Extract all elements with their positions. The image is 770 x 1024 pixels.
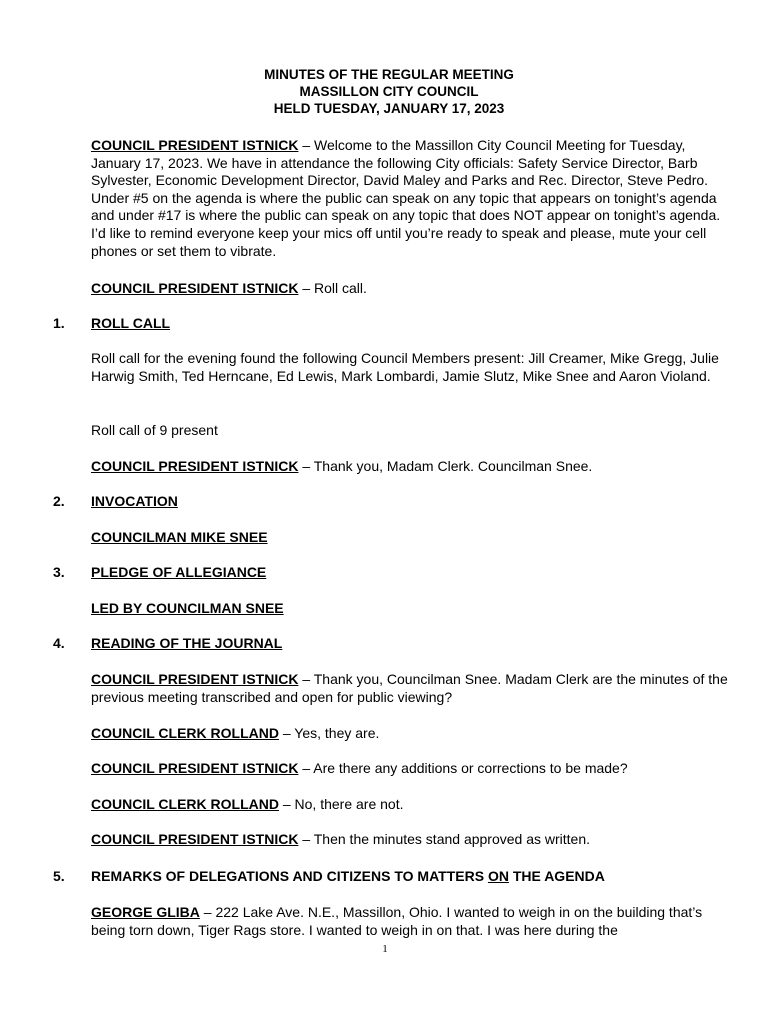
journal-paragraph: [91, 796, 731, 814]
section-number: 2.: [53, 493, 65, 509]
section-number: 3.: [53, 564, 65, 580]
journal-paragraph: [91, 725, 731, 743]
section-heading-text: PLEDGE OF ALLEGIANCE: [91, 564, 267, 580]
speech-text: – Roll call.: [298, 280, 367, 296]
remarks-paragraph: [91, 904, 731, 939]
journal-paragraph: [91, 671, 731, 706]
speech-text: – Then the minutes stand approved as written.: [298, 831, 591, 847]
speech-text: – Are there any additions or corrections to be made?: [298, 760, 628, 776]
title-line-3: HELD TUESDAY, JANUARY 17, 2023: [273, 101, 505, 116]
section-heading: [91, 868, 731, 886]
speaker-name: COUNCIL PRESIDENT ISTNICK: [91, 137, 299, 153]
page-number: 1: [382, 943, 388, 955]
journal-paragraph: [91, 831, 731, 849]
invocation-by-text: COUNCILMAN MIKE SNEE: [91, 529, 268, 545]
section-heading-text: REMARKS OF DELEGATIONS AND CITIZENS TO MATTERS: [91, 868, 488, 884]
document-title: [0, 66, 770, 117]
intro-paragraph: [91, 137, 731, 260]
thanks-clerk-paragraph: [91, 458, 731, 476]
speech-text: – Thank you, Councilman Snee. Madam Clerk are the minutes of the previous meeting transcribed and open for public viewing?: [91, 671, 728, 705]
journal-paragraph: [91, 760, 731, 778]
section-heading-text: ROLL CALL: [91, 315, 171, 331]
speaker-name: COUNCIL CLERK ROLLAND: [91, 796, 279, 812]
pledge-by: [91, 600, 731, 618]
pledge-by-text: LED BY COUNCILMAN SNEE: [91, 600, 284, 616]
speaker-name: COUNCIL PRESIDENT ISTNICK: [91, 280, 299, 296]
rollcall-count: Roll call of 9 present: [91, 422, 218, 438]
speech-text: – 222 Lake Ave. N.E., Massillon, Ohio. I wanted to weigh in on the building that’s being torn down, Tiger Rags store. I wanted to weigh in on that. I was here during the: [91, 904, 703, 938]
rollcall-paragraph: Roll call for the evening found the following Council Members present: Jill Creamer, Mike Gregg, Julie Harwig Smith, Ted Herncane, Ed Lewis, Mark Lombardi, Jamie Slutz, Mike Snee and Aaron Violand.: [91, 350, 719, 384]
speaker-name: COUNCIL PRESIDENT ISTNICK: [91, 671, 299, 687]
speech-text: – Thank you, Madam Clerk. Councilman Snee.: [298, 458, 593, 474]
section-heading: [91, 564, 731, 582]
speaker-name: GEORGE GLIBA: [91, 904, 200, 920]
speech-text: – Yes, they are.: [278, 725, 380, 741]
title-line-2: MASSILLON CITY COUNCIL: [299, 84, 479, 99]
speaker-name: COUNCIL PRESIDENT ISTNICK: [91, 760, 299, 776]
speech-text: – Welcome to the Massillon City Council Meeting for Tuesday, January 17, 2023. We have in attendance the following City officials: Safety Service Director, Barb Sylvester, Economic Development Director, David Maley and Parks and Rec. Director, Steve Pedro. Under #5 on the agenda is where the public can speak on any topic that appears on tonight’s agenda and under #17 is where the public can speak on any topic that does NOT appear on tonight’s agenda. I’d like to remind everyone keep your mics off until you’re ready to speak and please, mute your cell phones or set them to vibrate.: [91, 137, 721, 259]
title-line-1: MINUTES OF THE REGULAR MEETING: [264, 67, 514, 82]
invocation-by: [91, 529, 731, 547]
rollcall-request-paragraph: [91, 280, 731, 298]
section-number: 4.: [53, 635, 65, 651]
speaker-name: COUNCIL PRESIDENT ISTNICK: [91, 458, 299, 474]
section-number: 1.: [53, 315, 65, 331]
section-heading-text: INVOCATION: [91, 493, 178, 509]
speaker-name: COUNCIL CLERK ROLLAND: [91, 725, 279, 741]
section-heading: [91, 635, 731, 653]
section-heading: [91, 493, 731, 511]
section-heading-underlined: ON: [487, 868, 509, 884]
section-number: 5.: [53, 868, 65, 884]
speaker-name: COUNCIL PRESIDENT ISTNICK: [91, 831, 299, 847]
speech-text: – No, there are not.: [278, 796, 404, 812]
section-heading: [91, 315, 731, 333]
section-heading-text: READING OF THE JOURNAL: [91, 635, 283, 651]
section-heading-text-end: THE AGENDA: [508, 868, 605, 884]
